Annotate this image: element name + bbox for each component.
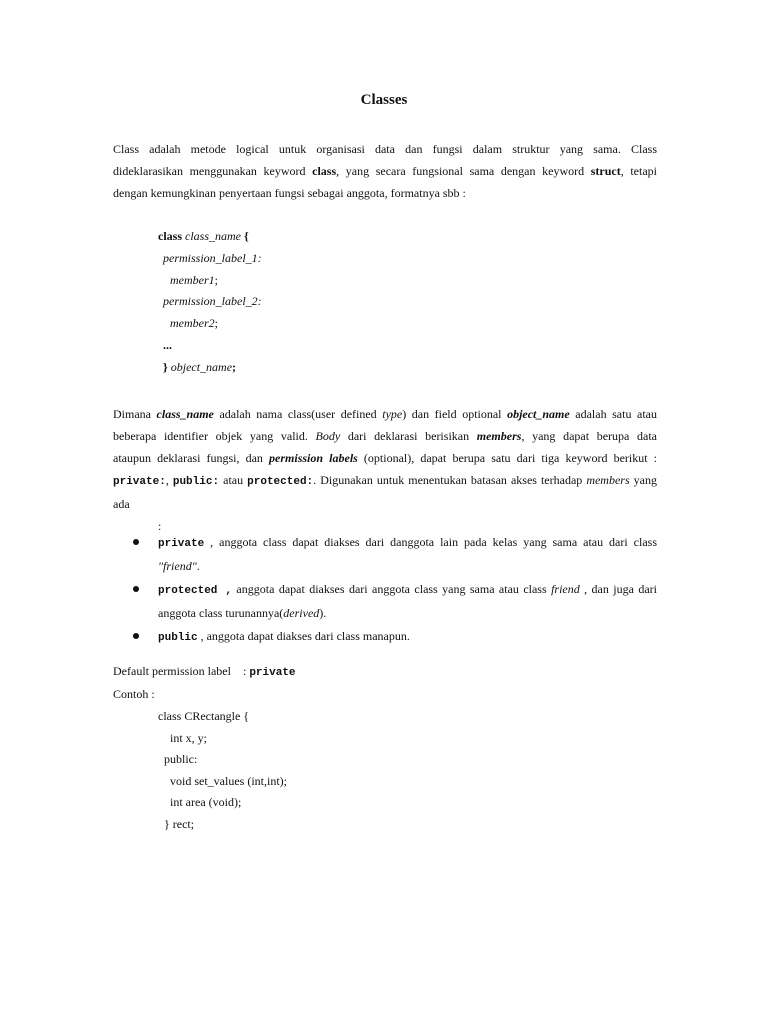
- intro-line-2: dideklarasikan menggunakan keyword class, yang secara fungsional sama dengan keyword struct, tetapi: [113, 164, 658, 178]
- keyword-class: class: [312, 164, 337, 178]
- description-paragraph: [113, 403, 657, 537]
- example-label: Contoh :: [113, 687, 155, 701]
- desc-line-2: beberapa identifier objek yang valid. Body dari deklarasi berisikan members, yang dapat berupa data: [113, 429, 657, 443]
- bullet-icon: [133, 586, 139, 592]
- access-specifier-list: [133, 531, 657, 649]
- syntax-line-member1: member1;: [170, 272, 218, 287]
- syntax-line-perm1: permission_label_1:: [163, 250, 262, 265]
- syntax-line-class: class class_name {: [158, 229, 249, 243]
- code-line: public:: [164, 752, 198, 766]
- default-permission-line: Default permission label : private: [113, 664, 296, 679]
- page-title: Classes: [360, 92, 408, 108]
- list-item-protected: protected , anggota dapat diakses dari anggota class yang sama atau class friend , dan juga dari anggota class turunannya(derived).: [133, 578, 657, 624]
- list-item-private: private , anggota class dapat diakses dari danggota lain pada kelas yang sama atau dari class "friend".: [133, 531, 657, 577]
- syntax-line-perm2: permission_label_2:: [163, 294, 262, 309]
- example-code-block: [158, 706, 287, 835]
- keyword-struct: struct: [590, 164, 621, 178]
- bullet-icon: [133, 539, 139, 545]
- syntax-line-member2: member2;: [170, 316, 218, 331]
- syntax-line-close: } object_name;: [163, 359, 237, 374]
- intro-paragraph: [113, 138, 657, 204]
- code-line: int x, y;: [170, 730, 208, 745]
- desc-line-3: ataupun deklarasi fungsi, dan permission labels (optional), dapat berupa satu dari tiga keyword berikut :: [113, 451, 658, 465]
- intro-line-3: dengan kemungkinan penyertaan fungsi sebagai anggota, formatnya sbb :: [113, 186, 466, 200]
- code-line: class CRectangle {: [158, 709, 250, 723]
- desc-line-1: Dimana class_name adalah nama class(user defined type) dan field optional object_name adalah satu atau: [113, 407, 657, 421]
- desc-line-4: private:, public: atau protected:. Digunakan untuk menentukan batasan akses terhadap members yang ada: [113, 473, 658, 511]
- list-item-public: public , anggota dapat diakses dari class manapun.: [133, 625, 657, 649]
- code-line: void set_values (int,int);: [170, 773, 287, 788]
- bullet-icon: [133, 633, 139, 639]
- class-syntax-block: [158, 226, 262, 379]
- desc-line-5: :: [158, 519, 162, 533]
- syntax-line-ellipsis: ...: [163, 337, 172, 352]
- intro-line-1: Class adalah metode logical untuk organisasi data dan fungsi dalam struktur yang sama. Class: [113, 142, 657, 156]
- code-line: int area (void);: [170, 795, 242, 809]
- code-line: } rect;: [164, 816, 195, 831]
